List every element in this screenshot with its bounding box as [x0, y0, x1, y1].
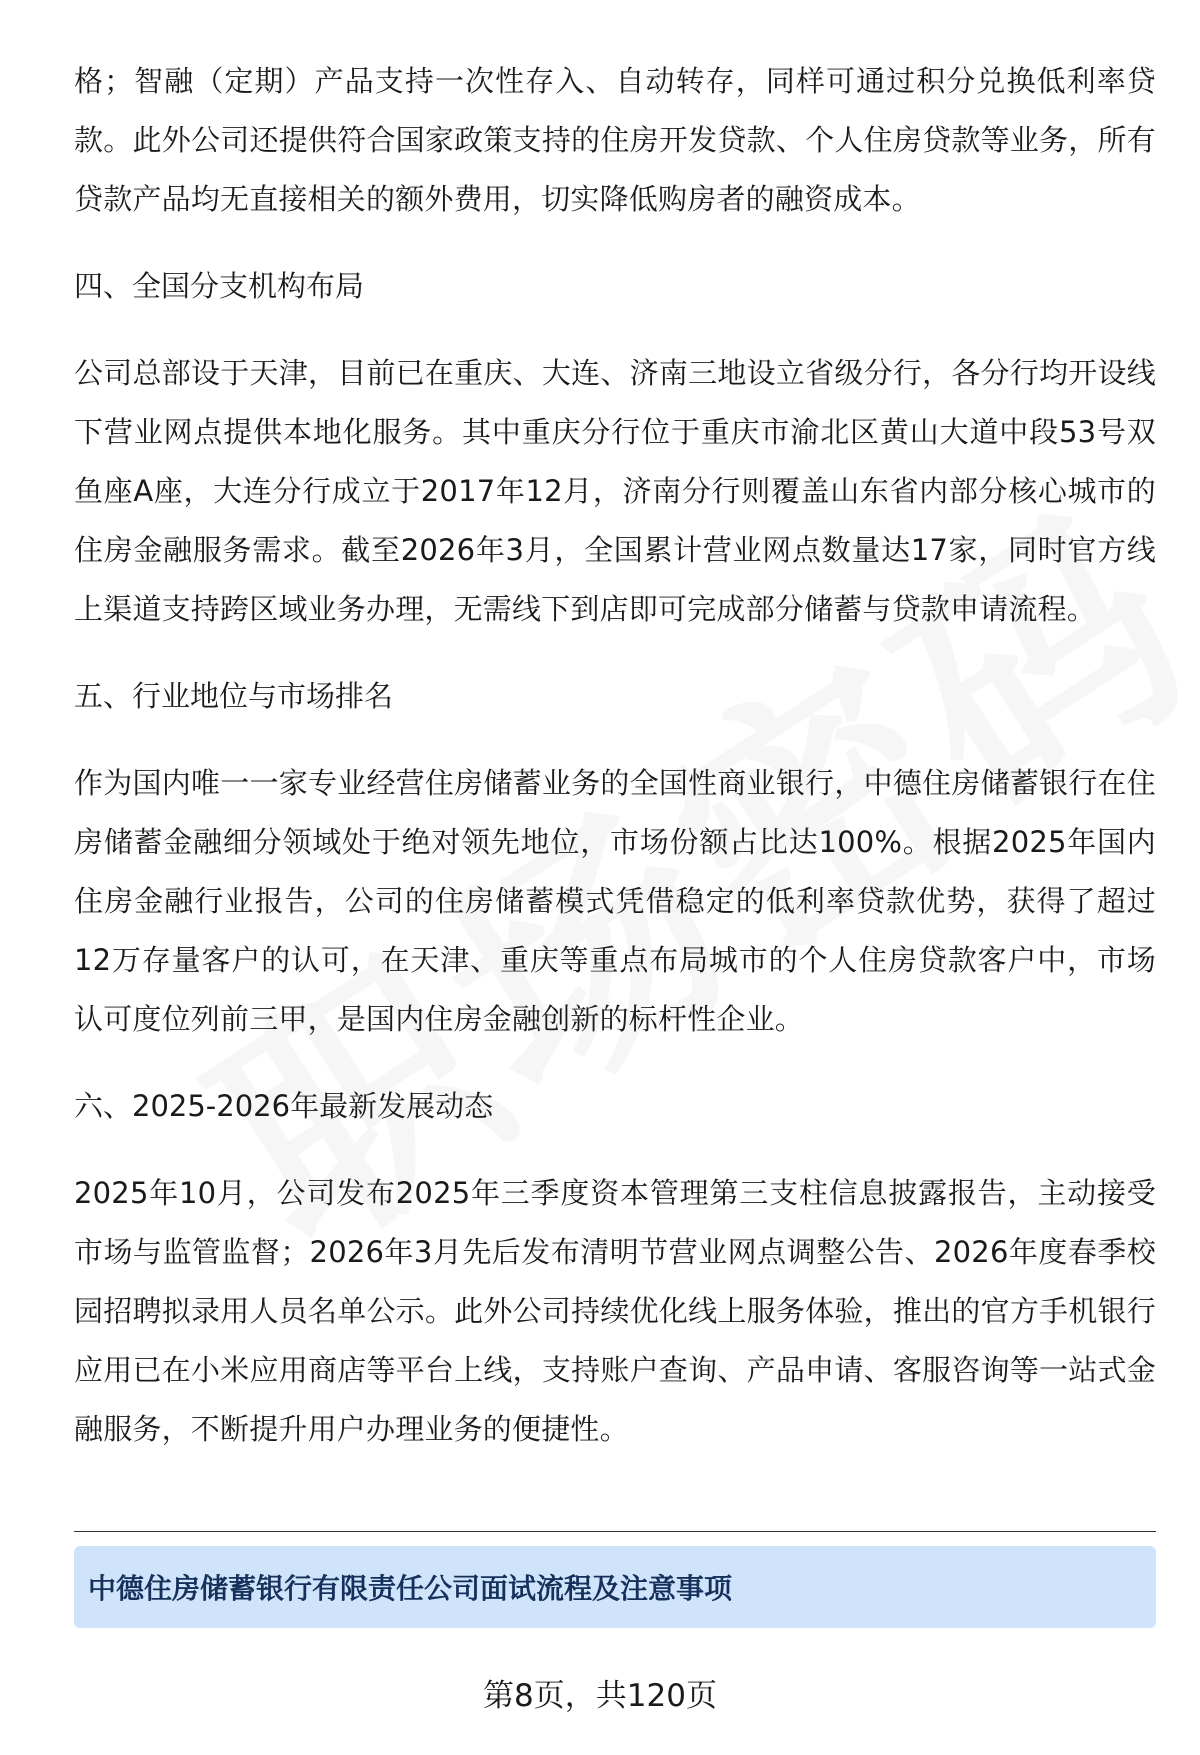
document-body	[74, 52, 1156, 1459]
section-heading-news: 六、2025-2026年最新发展动态	[74, 1089, 494, 1123]
section-heading-branches: 四、全国分支机构布局	[74, 269, 365, 303]
paragraph-news: 2025年10月，公司发布2025年三季度资本管理第三支柱信息披露报告，主动接受市场与监管监督；2026年3月先后发布清明节营业网点调整公告、2026年度春季校园招聘拟录用人员名单公示。此外公司持续优化线上服务体验，推出的官方手机银行应用已在小米应用商店等平台上线，支持账户查询、产品申请、客服咨询等一站式金融服务，不断提升用户办理业务的便捷性。	[74, 1176, 1156, 1446]
paragraph-ranking: 作为国内唯一一家专业经营住房储蓄业务的全国性商业银行，中德住房储蓄银行在住房储蓄金融细分领域处于绝对领先地位，市场份额占比达100%。根据2025年国内住房金融行业报告，公司的住房储蓄模式凭借稳定的低利率贷款优势，获得了超过12万存量客户的认可，在天津、重庆等重点布局城市的个人住房贷款客户中，市场认可度位列前三甲，是国内住房金融创新的标杆性企业。	[74, 766, 1156, 1036]
page-number: 第8页，共120页	[483, 1678, 717, 1714]
section-heading-ranking: 五、行业地位与市场排名	[74, 679, 394, 713]
section-banner	[74, 1546, 1156, 1628]
paragraph-branches: 公司总部设于天津，目前已在重庆、大连、济南三地设立省级分行，各分行均开设线下营业网点提供本地化服务。其中重庆分行位于重庆市渝北区黄山大道中段53号双鱼座A座，大连分行成立于2017年12月，济南分行则覆盖山东省内部分核心城市的住房金融服务需求。截至2026年3月，全国累计营业网点数量达17家，同时官方线上渠道支持跨区域业务办理，无需线下到店即可完成部分储蓄与贷款申请流程。	[74, 356, 1156, 626]
section-banner-title: 中德住房储蓄银行有限责任公司面试流程及注意事项	[88, 1572, 733, 1605]
paragraph-products: 格；智融（定期）产品支持一次性存入、自动转存，同样可通过积分兑换低利率贷款。此外公司还提供符合国家政策支持的住房开发贷款、个人住房贷款等业务，所有贷款产品均无直接相关的额外费用，切实降低购房者的融资成本。	[74, 64, 1156, 216]
section-divider	[74, 1531, 1156, 1532]
